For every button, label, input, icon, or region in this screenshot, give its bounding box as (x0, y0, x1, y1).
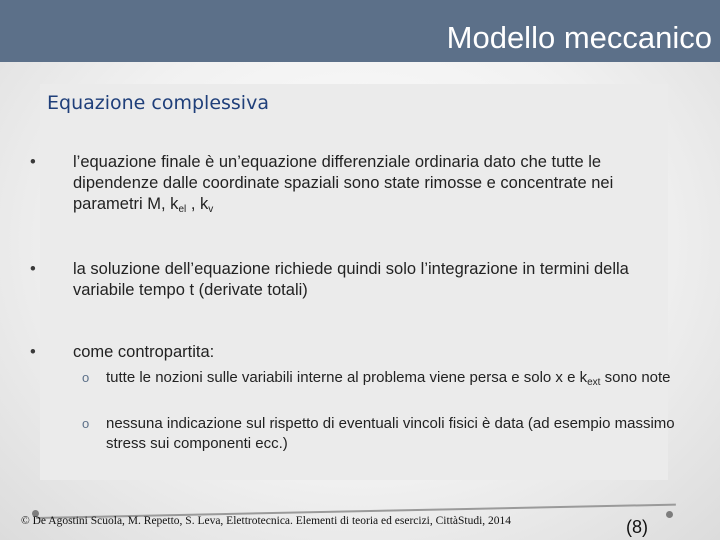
bullet-text: l’equazione finale è un’equazione differenziale ordinaria dato che tutte le dipendenze dalle coordinate spaziali sono state rimosse e concentrate nei parametri M, $k_{el}$ , $k_v$ (73, 153, 614, 215)
bullet-marker: • (30, 343, 36, 361)
sub-bullet-text: tutte le nozioni sulle variabili interne al problema viene persa e solo x e $k_{ext}$ sono note (106, 369, 671, 388)
slide-title: Modello meccanico (446, 20, 712, 55)
sub-bullet-marker: o (82, 416, 90, 431)
bullet-text: come contropartita: (73, 343, 215, 361)
bullet-marker: • (30, 153, 36, 171)
sub-bullet-marker: o (82, 370, 90, 385)
section-heading: Equazione complessiva (47, 92, 269, 114)
footer-copyright: © De Agostini Scuola, M. Repetto, S. Leva, Elettrotecnica. Elementi di teoria ed esercizi, CittàStudi, 2014 (21, 515, 512, 527)
sub-bullet-text: nessuna indicazione sul rispetto di eventuali vincoli fisici è data (ad esempio massimo stress sui componenti ecc.) (106, 415, 675, 452)
bullet-marker: • (30, 260, 36, 278)
page-number: (8) (626, 517, 648, 537)
bullet-text: la soluzione dell’equazione richiede quindi solo l’integrazione in termini della variabile tempo t (derivate totali) (73, 260, 629, 299)
decorative-dot-right (666, 511, 673, 518)
